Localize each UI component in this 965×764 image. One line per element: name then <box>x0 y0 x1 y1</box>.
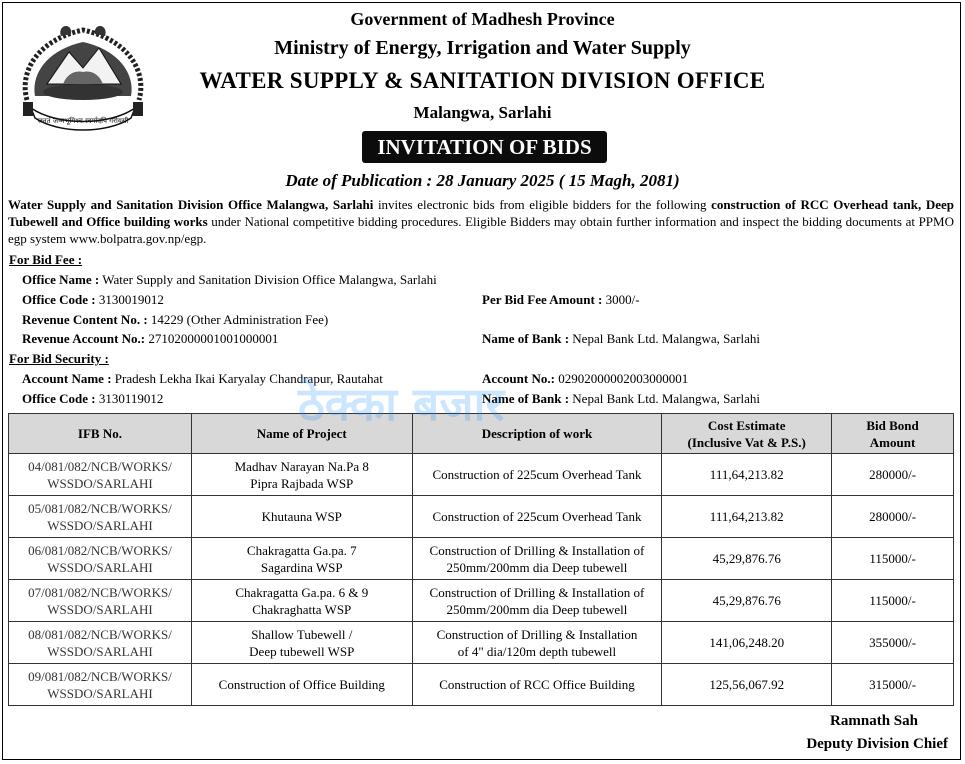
revenue-account-value: 27102000001001000001 <box>145 331 279 346</box>
bond-cell: 280000/- <box>832 496 954 538</box>
bid-security-office-code <box>22 391 163 407</box>
bid-fee-revenue-content <box>22 312 328 328</box>
col-header-project: Name of Project <box>191 414 412 454</box>
project-cell: Shallow Tubewell / Deep tubewell WSP <box>191 622 412 664</box>
ifb-cell: 09/081/082/NCB/WORKS/ WSSDO/SARLAHI <box>9 664 192 706</box>
col-header-bond <box>832 414 954 454</box>
bid-fee-office-code <box>22 292 164 308</box>
emblem-motto: जनतं जन्मभूमिश्च स्वर्गादपि गरीयसी <box>37 117 129 125</box>
cost-header-line1: Cost Estimate <box>707 417 786 433</box>
bid-fee-office-name <box>22 272 437 288</box>
publication-date: Date of Publication : 28 January 2025 ( 15 Magh, 2081) <box>285 171 680 190</box>
cost-cell: 45,29,876.76 <box>662 580 832 622</box>
ifb-cell: 04/081/082/NCB/WORKS/ WSSDO/SARLAHI <box>9 454 192 496</box>
bid-fee-amount-value: 3000/- <box>602 292 640 307</box>
office-location: Malangwa, Sarlahi <box>413 103 552 122</box>
government-title: Government of Madhesh Province <box>350 9 615 29</box>
revenue-content-value: 14229 (Other Administration Fee) <box>147 312 329 327</box>
project-cell: Chakragatta Ga.pa. 7 Sagardina WSP <box>191 538 412 580</box>
account-name-label: Account Name : <box>22 371 112 386</box>
security-office-code-label: Office Code : <box>22 391 96 406</box>
account-name-value: Pradesh Lekha Ikai Karyalay Chandrapur, Rautahat <box>111 371 383 386</box>
table-row <box>9 622 954 664</box>
col-header-ifb: IFB No. <box>9 414 192 454</box>
intro-text-2: under National competitive bidding procedures. Eligible Bidders may obtain further information and inspect the bidding documents at PPMO egp system www.bolpatra.gov.np/egp. <box>8 214 954 246</box>
cost-cell: 111,64,213.82 <box>662 496 832 538</box>
bid-fee-office-code-label: Office Code : <box>22 292 96 307</box>
office-title: WATER SUPPLY & SANITATION DIVISION OFFICE <box>199 68 766 93</box>
signatory-name: Ramnath Sah <box>830 713 918 729</box>
cost-cell: 45,29,876.76 <box>662 538 832 580</box>
table-row <box>9 664 954 706</box>
watermark-text: ठेक्का बजार <box>298 377 505 431</box>
bond-cell: 315000/- <box>832 664 954 706</box>
bond-header-line2: Amount <box>869 434 916 450</box>
bid-fee-bank <box>482 331 760 347</box>
invitation-banner: INVITATION OF BIDS <box>362 131 607 163</box>
bid-fee-office-code-value: 3130019012 <box>95 292 164 307</box>
description-cell: Construction of Drilling & Installation of 250mm/200mm dia Deep tubewell <box>412 580 662 622</box>
bid-fee-amount-label: Per Bid Fee Amount : <box>482 292 603 307</box>
project-cell: Chakragatta Ga.pa. 6 & 9 Chakraghatta WSP <box>191 580 412 622</box>
account-no-value: 02902000002003000001 <box>554 371 689 386</box>
bid-security-account-name <box>22 371 383 387</box>
intro-text-1: invites electronic bids from eligible bidders for the following <box>373 197 712 212</box>
table-row <box>9 454 954 496</box>
bond-header-line1: Bid Bond <box>866 417 919 433</box>
bid-fee-heading: For Bid Fee : <box>9 252 83 267</box>
bids-table <box>8 413 954 706</box>
description-cell: Construction of 225cum Overhead Tank <box>412 496 662 538</box>
bond-cell: 115000/- <box>832 580 954 622</box>
col-header-cost <box>662 414 832 454</box>
bid-security-bank <box>482 391 760 407</box>
cost-cell: 125,56,067.92 <box>662 664 832 706</box>
bid-fee-office-name-value: Water Supply and Sanitation Division Office Malangwa, Sarlahi <box>99 272 437 287</box>
intro-org: Water Supply and Sanitation Division Office Malangwa, Sarlahi <box>8 197 374 212</box>
bid-fee-bank-value: Nepal Bank Ltd. Malangwa, Sarlahi <box>569 331 761 346</box>
ifb-cell: 08/081/082/NCB/WORKS/ WSSDO/SARLAHI <box>9 622 192 664</box>
project-cell: Madhav Narayan Na.Pa 8 Pipra Rajbada WSP <box>191 454 412 496</box>
bid-fee-amount <box>482 292 640 308</box>
revenue-content-label: Revenue Content No. : <box>22 312 148 327</box>
cost-cell: 141,06,248.20 <box>662 622 832 664</box>
ministry-title: Ministry of Energy, Irrigation and Water Supply <box>274 37 691 59</box>
bid-security-heading: For Bid Security : <box>9 351 109 366</box>
table-row <box>9 496 954 538</box>
revenue-account-label: Revenue Account No.: <box>22 331 146 346</box>
signatory-title: Deputy Division Chief <box>806 736 948 752</box>
bond-cell: 280000/- <box>832 454 954 496</box>
bond-cell: 115000/- <box>832 538 954 580</box>
intro-works: construction of RCC Overhead tank, Deep Tubewell and Office building works <box>8 197 954 229</box>
col-header-description: Description of work <box>412 414 662 454</box>
table-header-row <box>9 414 954 454</box>
bid-security-account-no <box>482 371 688 387</box>
description-cell: Construction of Drilling & Installation of 4" dia/120m depth tubewell <box>412 622 662 664</box>
description-cell: Construction of 225cum Overhead Tank <box>412 454 662 496</box>
project-cell: Khutauna WSP <box>191 496 412 538</box>
bid-fee-office-name-label: Office Name : <box>22 272 100 287</box>
bid-fee-bank-label: Name of Bank : <box>482 331 570 346</box>
ifb-cell: 07/081/082/NCB/WORKS/ WSSDO/SARLAHI <box>9 580 192 622</box>
cost-cell: 111,64,213.82 <box>662 454 832 496</box>
table-row <box>9 580 954 622</box>
project-cell: Construction of Office Building <box>191 664 412 706</box>
security-bank-value: Nepal Bank Ltd. Malangwa, Sarlahi <box>569 391 761 406</box>
description-cell: Construction of Drilling & Installation of 250mm/200mm dia Deep tubewell <box>412 538 662 580</box>
security-office-code-value: 3130119012 <box>95 391 164 406</box>
description-cell: Construction of RCC Office Building <box>412 664 662 706</box>
bid-fee-revenue-account <box>22 331 278 347</box>
cost-header-line2: (Inclusive Vat & P.S.) <box>687 434 806 450</box>
intro-paragraph <box>8 196 954 247</box>
ifb-cell: 05/081/082/NCB/WORKS/ WSSDO/SARLAHI <box>9 496 192 538</box>
account-no-label: Account No.: <box>482 371 555 386</box>
table-row <box>9 538 954 580</box>
bond-cell: 355000/- <box>832 622 954 664</box>
ifb-cell: 06/081/082/NCB/WORKS/ WSSDO/SARLAHI <box>9 538 192 580</box>
security-bank-label: Name of Bank : <box>482 391 570 406</box>
